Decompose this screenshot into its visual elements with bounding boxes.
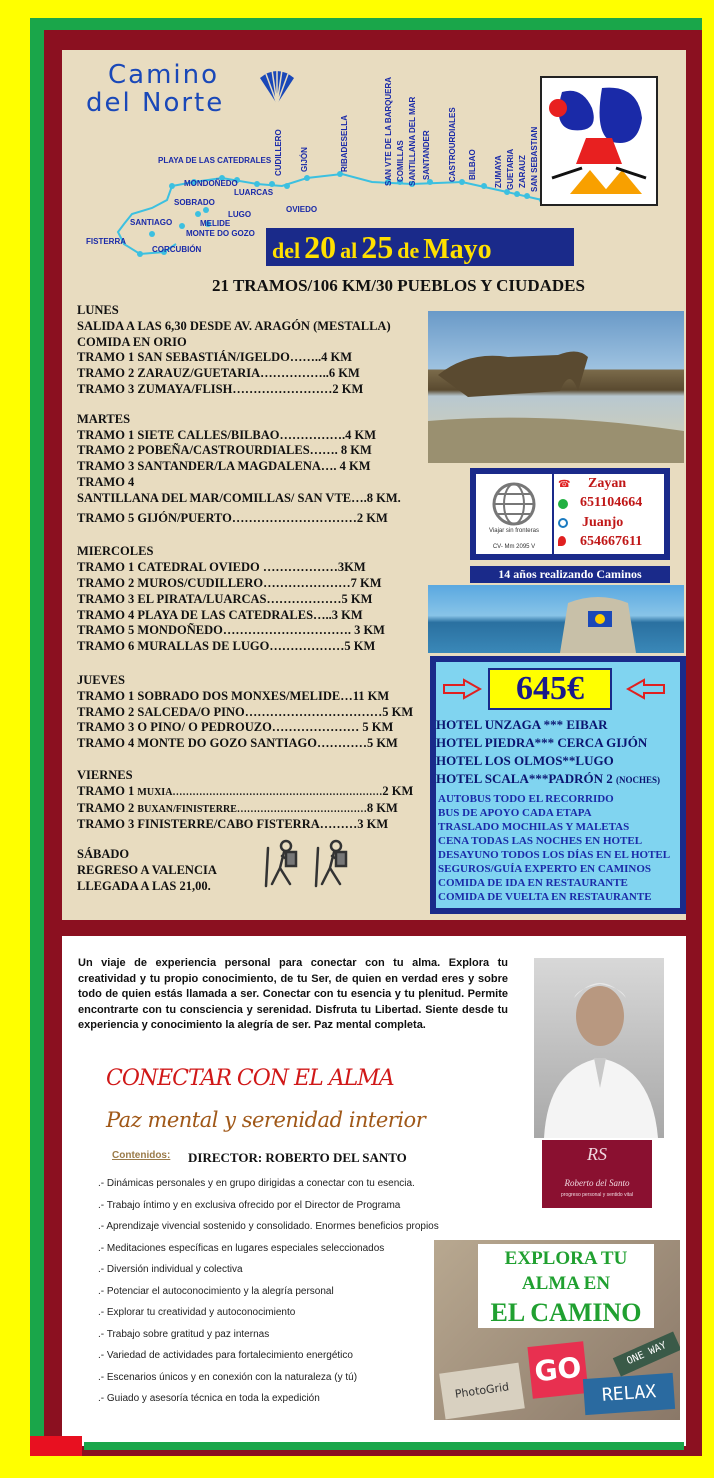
contents-item: .- Diversión individual y colectiva bbox=[98, 1264, 243, 1275]
miercoles-line: TRAMO 5 MONDOÑEDO…………………………. 3 KM bbox=[77, 623, 385, 638]
viernes-tramo1-label: TRAMO 1 bbox=[77, 783, 135, 798]
include-item: SEGUROS/GUÍA EXPERTO EN CAMINOS bbox=[438, 863, 652, 875]
hotel-item: HOTEL PIEDRA*** CERCA GIJÓN bbox=[436, 735, 648, 750]
viernes-line-2: TRAMO 2 BUXAN/FINISTERRE…………………………………8 KM bbox=[77, 800, 398, 815]
viernes-tramo2-km: 8 KM bbox=[366, 800, 398, 815]
jueves-line: TRAMO 1 SOBRADO DOS MONXES/MELIDE…11 KM bbox=[77, 688, 390, 703]
agency-logo bbox=[476, 474, 552, 554]
camino-logo bbox=[540, 76, 658, 206]
price-amount: 645€ bbox=[488, 668, 612, 710]
map-label-bilbao: BILBAO bbox=[468, 149, 477, 180]
location-icon bbox=[558, 536, 566, 546]
contents-item: .- Explorar tu creatividad y autoconocimiento bbox=[98, 1307, 296, 1318]
arrow-right-icon bbox=[442, 678, 482, 700]
contents-item: .- Trabajo íntimo y en exclusiva ofrecido por el Director de Programa bbox=[98, 1199, 401, 1211]
map-label-monte: MONTE DO GOZO bbox=[186, 229, 255, 238]
sabado-line: LLEGADA A LAS 21,00. bbox=[77, 878, 211, 893]
contents-list bbox=[98, 1178, 439, 1415]
contents-item: .- Trabajo sobre gratitud y paz internas bbox=[98, 1328, 270, 1340]
subheading-paz: Paz mental y serenidad interior bbox=[106, 1108, 426, 1132]
director-logo-tagline: progreso personal y sentido vital bbox=[561, 1192, 633, 1198]
map-label-comillas: COMILLAS bbox=[396, 140, 405, 182]
day-viernes: VIERNES bbox=[77, 767, 133, 782]
martes-line: TRAMO 4 bbox=[77, 474, 135, 489]
dates-banner bbox=[266, 228, 574, 266]
miercoles-line: TRAMO 6 MURALLAS DE LUGO………………5 KM bbox=[77, 639, 376, 654]
director-logo-initials: RS bbox=[587, 1144, 607, 1164]
sabado-line: REGRESO A VALENCIA bbox=[77, 862, 217, 877]
years-banner: 14 años realizando Caminos bbox=[470, 566, 670, 583]
map-label-sobrado: SOBRADO bbox=[174, 198, 215, 207]
sign-oneway: ONE WAY bbox=[613, 1331, 680, 1376]
map-label-melide: MELIDE bbox=[200, 219, 231, 228]
contact-name-1: Zayan bbox=[588, 476, 627, 491]
lunes-line: COMIDA EN ORIO bbox=[77, 334, 187, 349]
martes-line: TRAMO 1 SIETE CALLES/BILBAO…………….4 KM bbox=[77, 427, 377, 442]
director-photo bbox=[534, 958, 664, 1138]
include-item: AUTOBUS TODO EL RECORRIDO bbox=[438, 793, 614, 805]
lunes-line: SALIDA A LAS 6,30 DESDE AV. ARAGÓN (MESTALLA) bbox=[77, 318, 391, 333]
contact-phone-1[interactable]: 651104664 bbox=[580, 495, 643, 510]
map-title-line2: del Norte bbox=[86, 88, 225, 118]
web-icon bbox=[558, 518, 568, 528]
jueves-line: TRAMO 3 O PINO/ O PEDROUZO………………… 5 KM bbox=[77, 720, 394, 735]
map-label-luarcas: LUARCAS bbox=[234, 188, 274, 197]
hikers-icon bbox=[260, 838, 370, 890]
contents-item: .- Guiado y asesoría técnica en toda la expedición bbox=[98, 1393, 320, 1404]
day-miercoles: MIERCOLES bbox=[77, 544, 154, 559]
map-label-fisterra: FISTERRA bbox=[86, 237, 126, 246]
miercoles-line: TRAMO 1 CATEDRAL OVIEDO ………………3KM bbox=[77, 560, 366, 575]
photo-playa-catedrales bbox=[428, 311, 684, 463]
map-label-guetaria: GUETARIA bbox=[506, 148, 515, 190]
map-label-cudillero: CUDILLERO bbox=[274, 129, 283, 176]
agency-logo-text: Viajar sin fronteras bbox=[489, 528, 539, 534]
itinerary bbox=[77, 303, 427, 895]
scallop-shell-icon bbox=[256, 66, 298, 108]
viernes-tramo1-place: MUXIA bbox=[137, 786, 173, 798]
miercoles-line: TRAMO 3 EL PIRATA/LUARCAS………………5 KM bbox=[77, 591, 373, 606]
map-label-sansebastian: SAN SEBASTIAN bbox=[530, 126, 539, 192]
director-logo-name: Roberto del Santo bbox=[564, 1178, 630, 1188]
hotel-item: HOTEL UNZAGA *** EIBAR bbox=[436, 717, 608, 732]
bottom-red-block bbox=[30, 1436, 82, 1456]
viernes-tramo2-label: TRAMO 2 bbox=[77, 800, 135, 815]
map-label-mondonedo: MONDOÑEDO bbox=[184, 179, 238, 188]
whatsapp-icon bbox=[558, 499, 568, 509]
include-item: COMIDA DE IDA EN RESTAURANTE bbox=[438, 877, 628, 889]
miercoles-line: TRAMO 4 PLAYA DE LAS CATEDRALES…..3 KM bbox=[77, 607, 363, 622]
map-label-oviedo: OVIEDO bbox=[286, 205, 318, 214]
director-label: DIRECTOR: ROBERTO DEL SANTO bbox=[188, 1150, 407, 1165]
hotel-list bbox=[436, 716, 660, 789]
hotel-item-note: (NOCHES) bbox=[615, 775, 660, 785]
lunes-line: TRAMO 1 SAN SEBASTIÁN/IGELDO……..4 KM bbox=[77, 350, 353, 365]
map-label-castro: CASTROURDIALES bbox=[448, 107, 457, 182]
explora-line2: ALMA EN bbox=[521, 1273, 611, 1294]
intro-paragraph: Un viaje de experiencia personal para conectar con tu alma. Explora tu creatividad y tu propio conocimiento, de tu Ser, de quien en verdad eres y sobre todo de quien estás llamada a ser. Conectar con tu esencia y tu plenitud. Permite encontrarte con tu consciencia y serenidad. Disfruta tu Libertad. Siente desde tu experiencia y conocimiento la alegría de ser. Paz mental completa. bbox=[78, 957, 508, 1031]
sign-photogrid: PhotoGrid bbox=[439, 1363, 525, 1420]
dates-day1: 20 bbox=[304, 229, 337, 265]
viernes-line-3: TRAMO 3 FINISTERRE/CABO FISTERRA………3 KM bbox=[77, 817, 389, 832]
dates-al: al bbox=[340, 238, 358, 263]
map-label-corcubion: CORCUBIÓN bbox=[152, 245, 202, 254]
stone-marker-icon bbox=[428, 585, 684, 653]
viernes-line-1: TRAMO 1 MUXIA………………………………………………………2 KM bbox=[77, 783, 414, 798]
contents-item: .- Escenarios únicos y en conexión con la naturaleza (y tú) bbox=[98, 1371, 358, 1383]
miercoles-line: TRAMO 2 MUROS/CUDILLERO…………………7 KM bbox=[77, 575, 382, 590]
viernes-tramo1-km: 2 KM bbox=[382, 783, 414, 798]
map-label-sanvte: SAN VTE DE LA BARQUERA bbox=[384, 76, 393, 186]
contents-item: .- Potenciar el autoconocimiento y la alegría personal bbox=[98, 1285, 334, 1297]
map-label-zarauz: ZARAUZ bbox=[518, 155, 527, 188]
hotel-item-name: HOTEL SCALA***PADRÓN 2 bbox=[436, 771, 613, 786]
dates-de: de bbox=[397, 238, 420, 263]
camino-logo-icon bbox=[542, 78, 656, 204]
map-label-ribadesella: RIBADESELLA bbox=[340, 115, 349, 172]
heading-conectar: CONECTAR CON EL ALMA bbox=[106, 1066, 394, 1091]
martes-line: TRAMO 2 POBEÑA/CASTROURDIALES……. 8 KM bbox=[77, 443, 372, 458]
dates-del: del bbox=[272, 238, 301, 263]
include-item: COMIDA DE VUELTA EN RESTAURANTE bbox=[438, 891, 652, 903]
jueves-line: TRAMO 4 MONTE DO GOZO SANTIAGO…………5 KM bbox=[77, 736, 398, 751]
explora-image bbox=[434, 1240, 680, 1420]
day-lunes: LUNES bbox=[77, 303, 119, 317]
arrow-left-icon bbox=[626, 678, 666, 700]
day-jueves: JUEVES bbox=[77, 672, 125, 687]
include-item: BUS DE APOYO CADA ETAPA bbox=[438, 807, 592, 819]
dates-month: Mayo bbox=[423, 234, 492, 265]
map-label-santillana: SANTILLANA DEL MAR bbox=[408, 96, 417, 186]
contact-details bbox=[554, 474, 664, 554]
phone-icon: ☎ bbox=[558, 479, 571, 490]
contents-item: .- Aprendizaje vivencial sostenido y consolidado. Enormes beneficios propios bbox=[98, 1221, 439, 1232]
contenidos-label: Contenidos: bbox=[112, 1150, 171, 1161]
agency-logo-code: CV- Mm 2095 V bbox=[492, 544, 536, 550]
map-label-santander: SANTANDER bbox=[422, 130, 431, 180]
martes-line: TRAMO 3 SANTANDER/LA MAGDALENA…. 4 KM bbox=[77, 459, 371, 474]
lunes-line: TRAMO 2 ZARAUZ/GUETARIA……………..6 KM bbox=[77, 366, 360, 381]
hotel-item: HOTEL LOS OLMOS**LUGO bbox=[436, 753, 614, 768]
contact-box bbox=[470, 468, 670, 560]
photo-camino-marker bbox=[428, 585, 684, 653]
explora-line3: EL CAMINO bbox=[490, 1298, 642, 1327]
map-title-line1: Camino bbox=[108, 60, 220, 90]
map-label-santiago: SANTIAGO bbox=[130, 218, 173, 227]
include-item: CENA TODAS LAS NOCHES EN HOTEL bbox=[438, 835, 643, 847]
sign-go: GO bbox=[527, 1341, 588, 1399]
dates-day2: 25 bbox=[361, 229, 394, 265]
contents-item: .- Variedad de actividades para fortalecimiento energético bbox=[98, 1350, 353, 1361]
include-item: TRASLADO MOCHILAS Y MALETAS bbox=[438, 821, 630, 833]
bottom-green-line bbox=[84, 1442, 684, 1450]
rock-arch-icon bbox=[428, 311, 684, 463]
hotel-item bbox=[436, 770, 660, 789]
dates-text bbox=[272, 228, 492, 273]
director-logo bbox=[542, 1140, 652, 1208]
contents-item: .- Meditaciones específicas en lugares especiales seleccionados bbox=[98, 1242, 385, 1254]
sign-relax: RELAX bbox=[583, 1373, 675, 1415]
map-label-lugo: LUGO bbox=[228, 210, 252, 219]
portrait-icon bbox=[534, 958, 664, 1138]
lunes-line: TRAMO 3 ZUMAYA/FLISH……………………2 KM bbox=[77, 381, 364, 396]
contents-item: .- Dinámicas personales y en grupo dirigidas a conectar con tu esencia. bbox=[98, 1178, 415, 1189]
map-label-zumaya: ZUMAYA bbox=[494, 155, 503, 188]
explora-line1: EXPLORA TU bbox=[504, 1248, 628, 1269]
viernes-tramo2-place: BUXAN/FINISTERRE bbox=[137, 803, 237, 815]
martes-line: TRAMO 5 GIJÓN/PUERTO…………………………2 KM bbox=[77, 510, 388, 525]
day-martes: MARTES bbox=[77, 411, 131, 426]
contact-phone-2[interactable]: 654667611 bbox=[580, 534, 643, 549]
contact-name-2: Juanjo bbox=[582, 515, 624, 530]
day-sabado: SÁBADO bbox=[77, 847, 130, 862]
map-label-gijon: GIJÓN bbox=[300, 147, 309, 172]
jueves-line: TRAMO 2 SALCEDA/O PINO……………………………5 KM bbox=[77, 704, 414, 719]
martes-line: SANTILLANA DEL MAR/COMILLAS/ SAN VTE….8 KM. bbox=[77, 490, 401, 505]
map-label-playa: PLAYA DE LAS CATEDRALES bbox=[158, 156, 272, 165]
summary-line: 21 TRAMOS/106 KM/30 PUEBLOS Y CIUDADES bbox=[212, 276, 585, 295]
includes-list bbox=[438, 792, 670, 904]
include-item: DESAYUNO TODOS LOS DÍAS EN EL HOTEL bbox=[438, 849, 671, 861]
left-green-border bbox=[30, 18, 44, 1448]
